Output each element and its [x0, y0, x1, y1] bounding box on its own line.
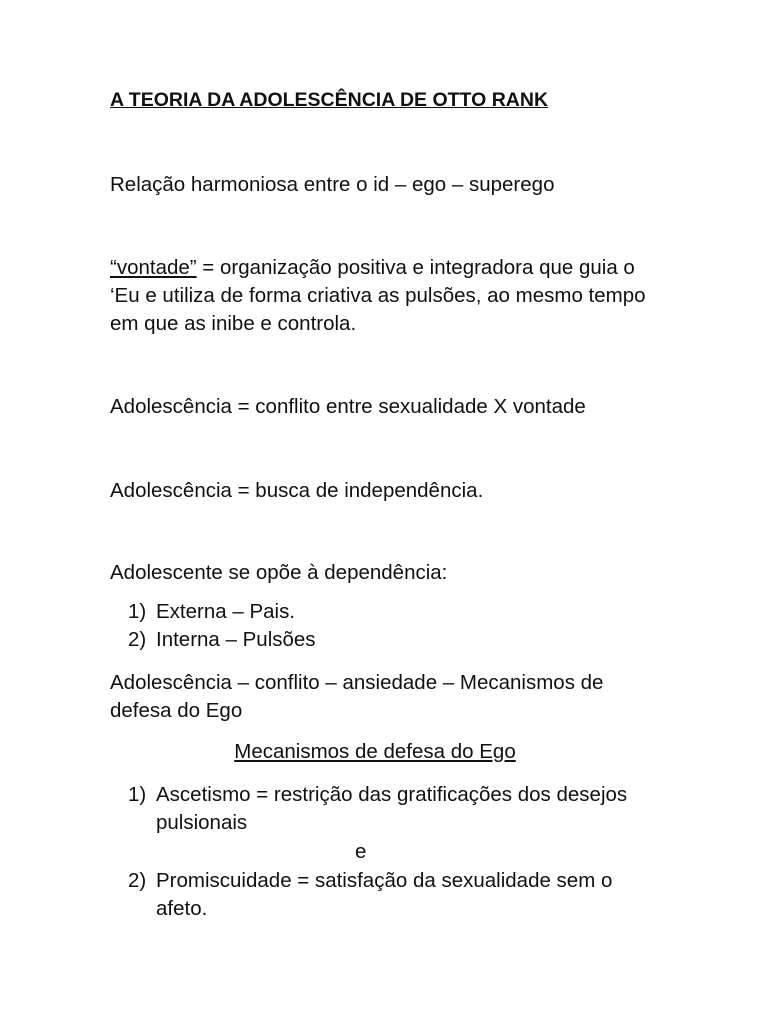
list-item	[128, 626, 688, 654]
paragraph-dependence: Adolescente se opõe à dependência:	[110, 561, 448, 584]
paragraph-conflict: Adolescência = conflito entre sexualidade X vontade	[110, 395, 586, 418]
list-text: Promiscuidade = satisfação da sexualidade sem o afeto.	[156, 869, 613, 920]
list-number: 2)	[128, 628, 147, 651]
connector-text: e	[355, 840, 367, 863]
document-title: A TEORIA DA ADOLESCÊNCIA DE OTTO RANK	[110, 89, 549, 111]
list-number: 2)	[128, 869, 147, 892]
dependence-list	[128, 598, 688, 654]
list-number: 1)	[128, 600, 147, 623]
list-item	[128, 867, 668, 923]
list-item	[128, 781, 668, 837]
subtitle-text: Mecanismos de defesa do Ego	[234, 740, 516, 763]
paragraph-vontade	[110, 254, 670, 338]
vontade-term: “vontade”	[110, 256, 197, 279]
vontade-definition: = organização positiva e integradora que guia o ‘Eu e utiliza de forma criativa as pulsões, ao mesmo tempo em que as inibe e controla.	[110, 256, 646, 335]
list-text: Externa – Pais.	[156, 600, 296, 623]
paragraph-independence: Adolescência = busca de independência.	[110, 479, 484, 502]
list-number: 1)	[128, 783, 147, 806]
section-subtitle	[110, 738, 640, 766]
list-item	[128, 598, 688, 626]
list-text: Ascetismo = restrição das gratificações dos desejos pulsionais	[156, 783, 628, 834]
paragraph-mechanisms: Adolescência – conflito – ansiedade – Mecanismos de defesa do Ego	[110, 671, 604, 722]
paragraph-relation: Relação harmoniosa entre o id – ego – superego	[110, 173, 555, 196]
mechanisms-list	[128, 781, 668, 837]
list-text: Interna – Pulsões	[156, 628, 316, 651]
mechanisms-list-continued	[128, 867, 668, 923]
